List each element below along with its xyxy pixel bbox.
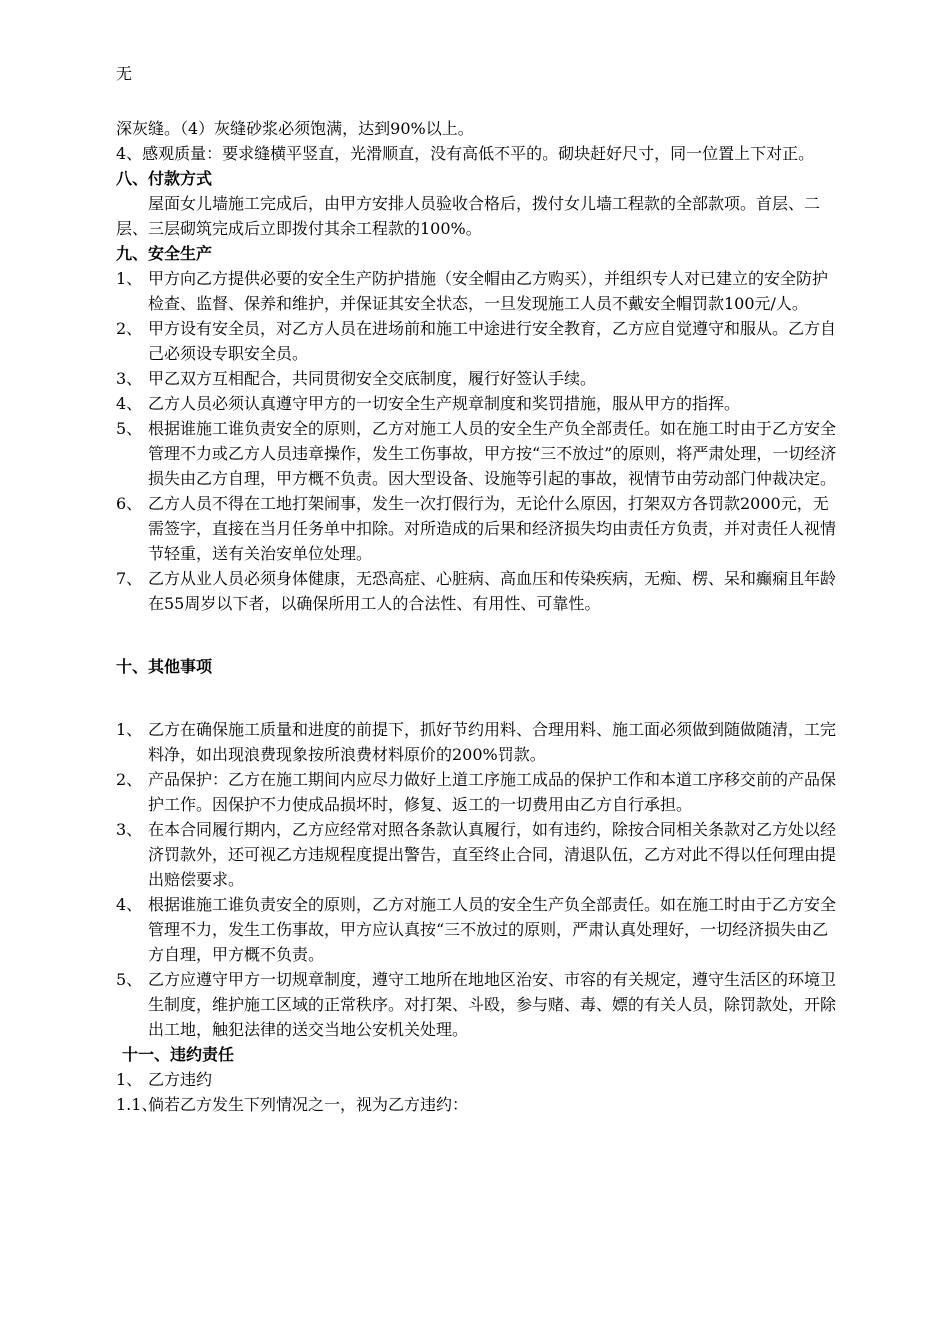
list-item [116,266,840,316]
list-item [116,316,840,366]
list-item-text: 乙方人员必须认真遵守甲方的一切安全生产规章制度和奖罚措施，服从甲方的指挥。 [148,394,741,413]
list-item [116,767,840,817]
list-item-number: 3、 [116,820,143,839]
section9-title: 九、安全生产 [116,244,213,263]
section11-sub1 [116,1067,840,1092]
spacer [116,641,840,654]
list-item [116,817,840,892]
list-item-text: 甲乙双方互相配合，共同贯彻安全交底制度，履行好签认手续。 [148,369,597,388]
list-item-number: 5、 [116,970,143,989]
list-item-number: 4、 [116,394,143,413]
list-item [116,391,840,416]
list-item-number: 1、 [116,269,143,288]
list-item-text: 在本合同履行期内，乙方应经常对照各条款认真履行，如有违约，除按合同相关条款对乙方处以经济罚款外，还可视乙方违规程度提出警告，直至终止合同，清退队伍，乙方对此不得以任何理由提出赔偿要求。 [148,820,837,889]
section9-list [116,266,840,616]
section10-title: 十、其他事项 [116,657,213,676]
list-item-number: 5、 [116,419,143,438]
list-item-text: 根据谁施工谁负责安全的原则，乙方对施工人员的安全生产负全部责任。如在施工时由于乙方安全管理不力，发生工伤事故，甲方应认真按“三不放过的原则，严肃认真处理好，一切经济损失由乙方自理，甲方概不负责。 [148,895,837,964]
list-item-number: 2、 [116,319,143,338]
list-item-number: 4、 [116,895,143,914]
list-item-text: 乙方在确保施工质量和进度的前提下，抓好节约用料、合理用料、施工面必须做到随做随清，工完料净，如出现浪费现象按所浪费材料原价的200%罚款。 [148,720,837,764]
list-item-number: 7、 [116,569,143,588]
list-item-text: 乙方违约 [148,1070,213,1089]
list-item [116,717,840,767]
page-header: 无 [116,64,133,83]
spacer [116,704,840,717]
section10-list [116,717,840,1042]
list-item [116,366,840,391]
list-item-text: 产品保护：乙方在施工期间内应尽力做好上道工序施工成品的保护工作和本道工序移交前的产品保护工作。因保护不力使成品损坏时，修复、返工的一切费用由乙方自行承担。 [148,770,837,814]
list-item [116,892,840,967]
list-item-text: 乙方应遵守甲方一切规章制度，遵守工地所在地地区治安、市容的有关规定，遵守生活区的环境卫生制度，维护施工区域的正常秩序。对打架、斗殴，参与赌、毒、嫖的有关人员，除罚款处，开除出工地，触犯法律的送交当地公安机关处理。 [148,970,837,1039]
list-item-number: 1.1、 [116,1095,158,1114]
document-body [116,116,840,1117]
list-item [116,967,840,1042]
list-item-number: 2、 [116,770,143,789]
list-item-text: 乙方从业人员必须身体健康，无恐高症、心脏病、高血压和传染疾病，无痴、楞、呆和癫痫且年龄在55周岁以下者，以确保所用工人的合法性、有用性、可靠性。 [148,569,837,613]
list-item [116,416,840,491]
list-item-text: 甲方向乙方提供必要的安全生产防护措施（安全帽由乙方购买），并组织专人对已建立的安全防护检查、监督、保养和维护，并保证其安全状态，一旦发现施工人员不戴安全帽罚款100元/人。 [148,269,829,313]
list-item-text: 倘若乙方发生下列情况之一，视为乙方违约： [148,1095,469,1114]
list-item-number: 3、 [116,369,143,388]
spacer [116,616,840,641]
section8-title: 八、付款方式 [116,169,213,188]
list-item [116,491,840,566]
list-item-text: 甲方设有安全员，对乙方人员在进场前和施工中途进行安全教育，乙方应自觉遵守和服从。乙方自己必须设专职安全员。 [148,319,837,363]
section11-sub11 [116,1092,840,1117]
list-item-number: 6、 [116,494,143,513]
list-item-number: 1、 [116,1070,143,1089]
section8-paragraph: 屋面女儿墙施工完成后，由甲方安排人员验收合格后，拨付女儿墙工程款的全部款项。首层、二层、三层砌筑完成后立即拨付其余工程款的100%。 [116,194,821,238]
section7-item4: 4、感观质量：要求缝横平竖直，光滑顺直，没有高低不平的。砌块赶好尺寸，同一位置上下对正。 [116,144,815,163]
list-item-number: 1、 [116,720,143,739]
list-item-text: 根据谁施工谁负责安全的原则，乙方对施工人员的安全生产负全部责任。如在施工时由于乙方安全管理不力或乙方人员违章操作，发生工伤事故，甲方按“三不放过”的原则，将严肃处理，一切经济损失由乙方自理，甲方概不负责。因大型设备、设施等引起的事故，视情节由劳动部门仲裁决定。 [148,419,837,488]
section11-title: 十一、违约责任 [122,1045,235,1064]
section7-line1: 深灰缝。（4）灰缝砂浆必须饱满，达到90%以上。 [116,119,474,138]
spacer [116,679,840,704]
list-item-text: 乙方人员不得在工地打架闹事，发生一次打假行为，无论什么原因，打架双方各罚款2000元，无需签字，直接在当月任务单中扣除。对所造成的后果和经济损失均由责任方负责，并对责任人视情节轻重，送有关治安单位处理。 [148,494,837,563]
list-item [116,566,840,616]
